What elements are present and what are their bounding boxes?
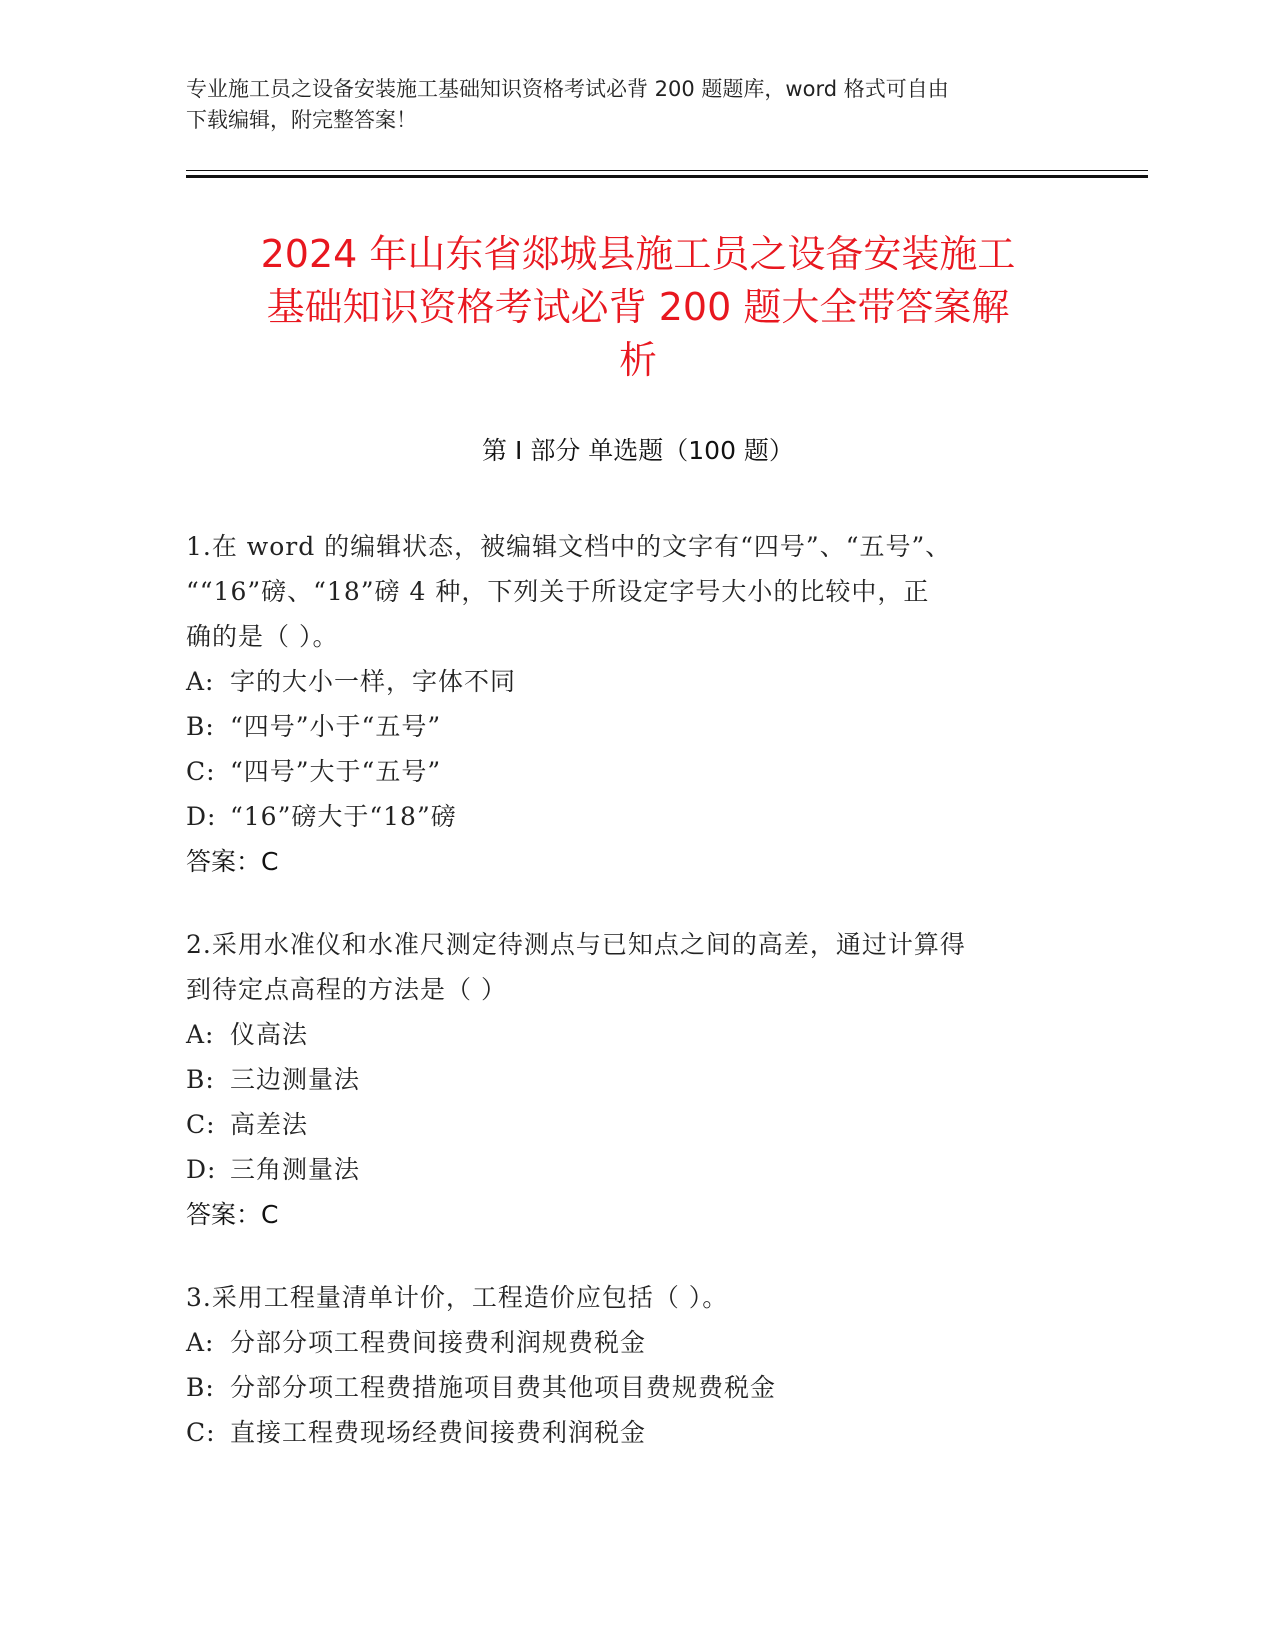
option-text: “四号”大于“五号” <box>230 757 442 786</box>
option-letter: B: <box>186 712 215 741</box>
header-note <box>186 74 1066 136</box>
option-text: “16”磅大于“18”磅 <box>230 802 457 831</box>
option-b <box>186 704 1066 749</box>
option-text: 字的大小一样，字体不同 <box>230 667 517 696</box>
answer: 答案：C <box>186 847 279 876</box>
header-divider-thin <box>186 170 1148 171</box>
option-text: 三角测量法 <box>230 1155 361 1184</box>
option-letter: A: <box>186 667 215 696</box>
option-letter: D: <box>186 802 217 831</box>
question-stem-line: 到待定点高程的方法是（ ） <box>186 975 507 1004</box>
question-3 <box>186 1275 1066 1455</box>
question-stem-line: 3.采用工程量清单计价，工程造价应包括（ ）。 <box>186 1283 729 1312</box>
option-b <box>186 1365 1066 1410</box>
title-line: 基础知识资格考试必背 200 题大全带答案解 <box>266 285 1010 329</box>
question-stem-line: 确的是（ ）。 <box>186 622 339 651</box>
option-text: 分部分项工程费措施项目费其他项目费规费税金 <box>230 1373 777 1402</box>
option-text: 高差法 <box>230 1110 309 1139</box>
option-a <box>186 1012 1066 1057</box>
title-line: 析 <box>618 338 657 382</box>
question-1 <box>186 524 1066 884</box>
option-c <box>186 1410 1066 1455</box>
header-divider-thick <box>186 175 1148 178</box>
option-letter: A: <box>186 1328 215 1357</box>
option-text: “四号”小于“五号” <box>230 712 442 741</box>
section-title: 第 I 部分 单选题（100 题） <box>482 436 794 465</box>
document-title <box>186 228 1090 387</box>
question-2 <box>186 922 1066 1237</box>
question-stem-line: 2.采用水准仪和水准尺测定待测点与已知点之间的高差，通过计算得 <box>186 930 966 959</box>
option-letter: C: <box>186 757 216 786</box>
option-a <box>186 1320 1066 1365</box>
option-letter: C: <box>186 1418 216 1447</box>
option-text: 分部分项工程费间接费利润规费税金 <box>230 1328 647 1357</box>
option-letter: C: <box>186 1110 216 1139</box>
question-list <box>186 524 1066 1493</box>
option-text: 仪高法 <box>230 1020 309 1049</box>
option-c <box>186 1102 1066 1147</box>
option-letter: A: <box>186 1020 215 1049</box>
option-a <box>186 659 1066 704</box>
header-note-line: 下载编辑，附完整答案！ <box>186 108 417 132</box>
option-letter: B: <box>186 1065 215 1094</box>
option-d <box>186 1147 1066 1192</box>
question-stem-line: 1.在 word 的编辑状态，被编辑文档中的文字有“四号”、“五号”、 <box>186 532 952 561</box>
title-line: 2024 年山东省郯城县施工员之设备安装施工 <box>260 232 1016 276</box>
option-b <box>186 1057 1066 1102</box>
option-d <box>186 794 1066 839</box>
answer: 答案：C <box>186 1200 279 1229</box>
option-letter: B: <box>186 1373 215 1402</box>
option-letter: D: <box>186 1155 217 1184</box>
question-stem-line: ““16”磅、“18”磅 4 种，下列关于所设定字号大小的比较中，正 <box>186 577 930 606</box>
option-c <box>186 749 1066 794</box>
option-text: 三边测量法 <box>230 1065 361 1094</box>
option-text: 直接工程费现场经费间接费利润税金 <box>230 1418 647 1447</box>
header-note-line: 专业施工员之设备安装施工基础知识资格考试必背 200 题题库，word 格式可自由 <box>186 77 949 101</box>
